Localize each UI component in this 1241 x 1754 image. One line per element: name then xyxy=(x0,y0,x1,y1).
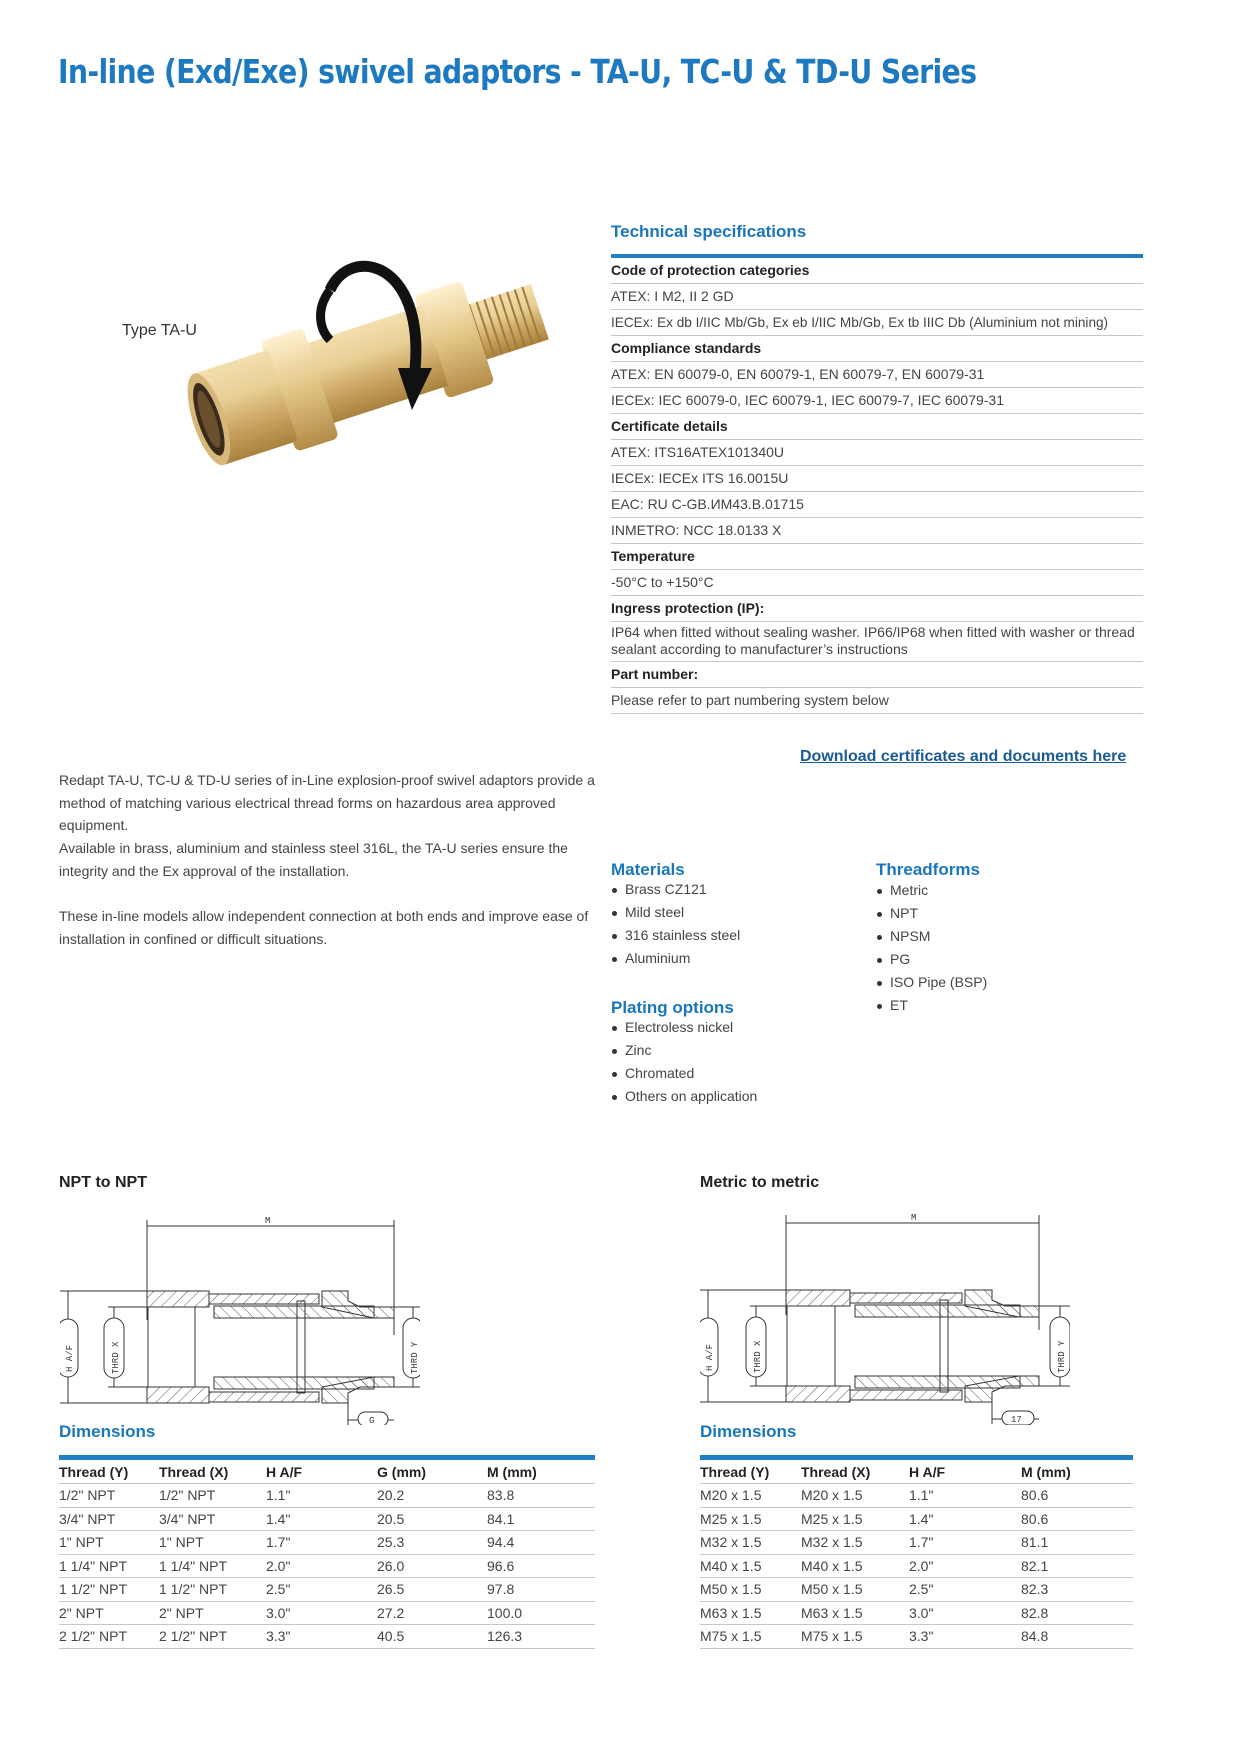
table-cell: M25 x 1.5 xyxy=(700,1507,801,1531)
table-cell: M75 x 1.5 xyxy=(801,1625,909,1649)
list-item: Metric xyxy=(876,879,987,902)
table-cell: 100.0 xyxy=(487,1601,595,1625)
table-cell: M20 x 1.5 xyxy=(700,1484,801,1508)
list-item: Chromated xyxy=(611,1062,757,1085)
table-cell: 3/4" NPT xyxy=(59,1507,159,1531)
table-row xyxy=(700,1601,1133,1625)
svg-text:M: M xyxy=(911,1213,917,1223)
table-cell: 82.8 xyxy=(1021,1601,1133,1625)
table-cell: M32 x 1.5 xyxy=(700,1531,801,1555)
metric-dimensions-table xyxy=(700,1455,1133,1649)
table-cell: M32 x 1.5 xyxy=(801,1531,909,1555)
table-cell: 1.7" xyxy=(909,1531,1021,1555)
table-cell: 3/4" NPT xyxy=(159,1507,266,1531)
list-item: PG xyxy=(876,948,987,971)
table-cell: M40 x 1.5 xyxy=(700,1554,801,1578)
table-cell: 2.5" xyxy=(909,1578,1021,1602)
table-row xyxy=(700,1507,1133,1531)
page-title: In-line (Exd/Exe) swivel adaptors - TA-U, TC-U & TD-U Series xyxy=(58,52,977,91)
product-type-label: Type TA-U xyxy=(122,322,197,339)
table-cell: 84.1 xyxy=(487,1507,595,1531)
svg-text:17: 17 xyxy=(1011,1415,1022,1425)
list-item: NPSM xyxy=(876,925,987,948)
table-header-row xyxy=(700,1458,1133,1484)
npt-section-title: NPT to NPT xyxy=(59,1174,147,1191)
description-paragraph: Available in brass, aluminium and stainless steel 316L, the TA-U series ensure the integrity and the Ex approval of the installation. xyxy=(59,840,568,879)
table-row xyxy=(700,1531,1133,1555)
metric-section-title: Metric to metric xyxy=(700,1174,820,1191)
tech-specs-title: Technical specifications xyxy=(611,222,807,241)
description-paragraph: Redapt TA-U, TC-U & TD-U series of in-Line explosion-proof swivel adaptors provide a method of matching various electrical thread forms on hazardous area approved equipment. xyxy=(59,772,595,834)
table-row xyxy=(700,1578,1133,1602)
table-cell: 1 1/2" NPT xyxy=(159,1578,266,1602)
spec-value: INMETRO: NCC 18.0133 X xyxy=(611,518,1143,544)
list-item: Brass CZ121 xyxy=(611,878,740,901)
table-cell: M50 x 1.5 xyxy=(700,1578,801,1602)
metric-technical-drawing xyxy=(700,1210,1070,1425)
table-cell: 1.4" xyxy=(909,1507,1021,1531)
column-header: M (mm) xyxy=(1021,1458,1133,1484)
table-row xyxy=(700,1484,1133,1508)
table-cell: 20.2 xyxy=(377,1484,487,1508)
table-row xyxy=(59,1601,595,1625)
table-cell: 26.0 xyxy=(377,1554,487,1578)
table-cell: 82.3 xyxy=(1021,1578,1133,1602)
table-cell: M20 x 1.5 xyxy=(801,1484,909,1508)
table-cell: 1" NPT xyxy=(59,1531,159,1555)
threadforms-list xyxy=(876,879,987,1017)
metric-dimensions-title: Dimensions xyxy=(700,1422,797,1441)
table-row xyxy=(59,1484,595,1508)
npt-dimensions-table xyxy=(59,1455,595,1649)
table-cell: 126.3 xyxy=(487,1625,595,1649)
table-cell: 2 1/2" NPT xyxy=(159,1625,266,1649)
list-item: Mild steel xyxy=(611,901,740,924)
spec-header: Code of protection categories xyxy=(611,258,1143,284)
table-cell: M25 x 1.5 xyxy=(801,1507,909,1531)
table-row xyxy=(59,1554,595,1578)
table-cell: 3.0" xyxy=(266,1601,377,1625)
table-cell: 3.3" xyxy=(909,1625,1021,1649)
table-cell: M40 x 1.5 xyxy=(801,1554,909,1578)
list-item: Others on application xyxy=(611,1085,757,1108)
list-item: ET xyxy=(876,994,987,1017)
tech-specs-table xyxy=(611,254,1143,714)
table-row xyxy=(700,1554,1133,1578)
column-header: H A/F xyxy=(266,1458,377,1484)
plating-list xyxy=(611,1016,757,1108)
table-cell: 1 1/4" NPT xyxy=(159,1554,266,1578)
threadforms-title: Threadforms xyxy=(876,860,980,879)
spec-header: Ingress protection (IP): xyxy=(611,596,1143,622)
table-cell: M63 x 1.5 xyxy=(700,1601,801,1625)
download-certificates-link[interactable]: Download certificates and documents here xyxy=(800,748,1127,765)
table-cell: 40.5 xyxy=(377,1625,487,1649)
svg-text:THRD Y: THRD Y xyxy=(1057,1340,1067,1373)
svg-text:H A/F: H A/F xyxy=(705,1343,715,1371)
table-cell: 2" NPT xyxy=(59,1601,159,1625)
table-cell: 1.1" xyxy=(909,1484,1021,1508)
table-cell: 2.5" xyxy=(266,1578,377,1602)
table-cell: 97.8 xyxy=(487,1578,595,1602)
spec-value: ATEX: I M2, II 2 GD xyxy=(611,284,1143,310)
table-cell: 3.3" xyxy=(266,1625,377,1649)
table-cell: 1 1/2" NPT xyxy=(59,1578,159,1602)
spec-value: IECEx: Ex db I/IIC Mb/Gb, Ex eb I/IIC Mb/Gb, Ex tb IIIC Db (Aluminium not mining) xyxy=(611,310,1143,336)
svg-text:M: M xyxy=(265,1216,271,1226)
column-header: Thread (X) xyxy=(159,1458,266,1484)
spec-value: EAC: RU C-GB.ИМ43.B.01715 xyxy=(611,492,1143,518)
npt-technical-drawing xyxy=(60,1215,420,1425)
list-item: Zinc xyxy=(611,1039,757,1062)
table-row xyxy=(59,1625,595,1649)
table-cell: 1 1/4" NPT xyxy=(59,1554,159,1578)
table-cell: 1/2" NPT xyxy=(59,1484,159,1508)
table-cell: 1.7" xyxy=(266,1531,377,1555)
table-cell: 2.0" xyxy=(266,1554,377,1578)
table-cell: 2" NPT xyxy=(159,1601,266,1625)
materials-title: Materials xyxy=(611,860,685,879)
table-cell: 96.6 xyxy=(487,1554,595,1578)
column-header: H A/F xyxy=(909,1458,1021,1484)
description-paragraph: These in-line models allow independent connection at both ends and improve ease of installation in confined or difficult situations. xyxy=(59,908,589,947)
spec-value: IECEx: IECEx ITS 16.0015U xyxy=(611,466,1143,492)
table-row xyxy=(59,1507,595,1531)
table-cell: 81.1 xyxy=(1021,1531,1133,1555)
table-cell: 84.8 xyxy=(1021,1625,1133,1649)
table-cell: 80.6 xyxy=(1021,1507,1133,1531)
column-header: M (mm) xyxy=(487,1458,595,1484)
table-cell: 2 1/2" NPT xyxy=(59,1625,159,1649)
spec-value: Please refer to part numbering system below xyxy=(611,688,1143,714)
table-cell: 1/2" NPT xyxy=(159,1484,266,1508)
table-cell: M63 x 1.5 xyxy=(801,1601,909,1625)
svg-text:THRD X: THRD X xyxy=(753,1340,763,1373)
table-cell: 83.8 xyxy=(487,1484,595,1508)
table-cell: 80.6 xyxy=(1021,1484,1133,1508)
product-description xyxy=(59,769,599,951)
table-cell: 27.2 xyxy=(377,1601,487,1625)
column-header: Thread (Y) xyxy=(59,1458,159,1484)
table-cell: 1" NPT xyxy=(159,1531,266,1555)
spec-header: Temperature xyxy=(611,544,1143,570)
table-row xyxy=(59,1578,595,1602)
plating-title: Plating options xyxy=(611,998,734,1017)
table-cell: 26.5 xyxy=(377,1578,487,1602)
table-cell: 1.1" xyxy=(266,1484,377,1508)
column-header: Thread (X) xyxy=(801,1458,909,1484)
table-cell: 2.0" xyxy=(909,1554,1021,1578)
svg-text:H A/F: H A/F xyxy=(65,1344,75,1372)
svg-text:G: G xyxy=(369,1416,375,1425)
materials-list xyxy=(611,878,740,970)
list-item: Electroless nickel xyxy=(611,1016,757,1039)
svg-text:THRD X: THRD X xyxy=(111,1341,121,1374)
table-cell: M75 x 1.5 xyxy=(700,1625,801,1649)
table-cell: 1.4" xyxy=(266,1507,377,1531)
table-cell: 3.0" xyxy=(909,1601,1021,1625)
column-header: Thread (Y) xyxy=(700,1458,801,1484)
spec-value: ATEX: EN 60079-0, EN 60079-1, EN 60079-7, EN 60079-31 xyxy=(611,362,1143,388)
table-row xyxy=(59,1531,595,1555)
list-item: NPT xyxy=(876,902,987,925)
table-row xyxy=(700,1625,1133,1649)
table-cell: 25.3 xyxy=(377,1531,487,1555)
spec-header: Compliance standards xyxy=(611,336,1143,362)
list-item: Aluminium xyxy=(611,947,740,970)
list-item: ISO Pipe (BSP) xyxy=(876,971,987,994)
list-item: 316 stainless steel xyxy=(611,924,740,947)
spec-header: Part number: xyxy=(611,662,1143,688)
npt-dimensions-title: Dimensions xyxy=(59,1422,156,1441)
svg-text:THRD Y: THRD Y xyxy=(410,1341,420,1374)
table-cell: 94.4 xyxy=(487,1531,595,1555)
table-cell: M50 x 1.5 xyxy=(801,1578,909,1602)
table-cell: 82.1 xyxy=(1021,1554,1133,1578)
spec-value: IECEx: IEC 60079-0, IEC 60079-1, IEC 60079-7, IEC 60079-31 xyxy=(611,388,1143,414)
table-cell: 20.5 xyxy=(377,1507,487,1531)
spec-value: -50°C to +150°C xyxy=(611,570,1143,596)
spec-value: ATEX: ITS16ATEX101340U xyxy=(611,440,1143,466)
spec-value: IP64 when fitted without sealing washer. IP66/IP68 when fitted with washer or thread sealant according to manufacturer’s instructions xyxy=(611,622,1143,662)
column-header: G (mm) xyxy=(377,1458,487,1484)
spec-header: Certificate details xyxy=(611,414,1143,440)
table-header-row xyxy=(59,1458,595,1484)
product-image xyxy=(180,250,580,480)
